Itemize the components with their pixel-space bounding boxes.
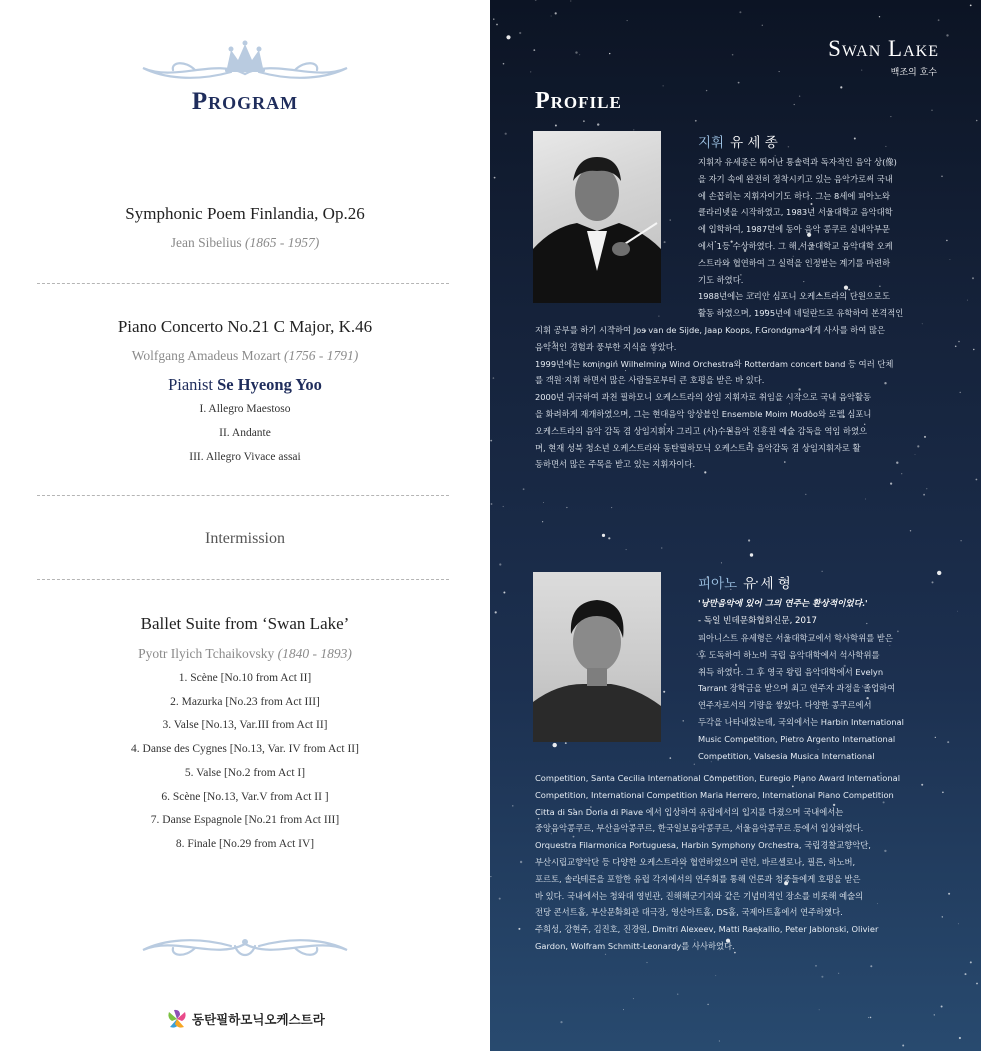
- star: [623, 1009, 624, 1010]
- star: [972, 277, 974, 279]
- star: [938, 19, 940, 21]
- star: [570, 1, 571, 2]
- star: [677, 994, 678, 995]
- star: [739, 11, 741, 13]
- star: [661, 548, 662, 549]
- star: [934, 1014, 935, 1015]
- star: [542, 521, 543, 522]
- star: [646, 962, 647, 963]
- pianist-quote: '낭만음악에 있어 그의 연주는 환상적이었다.': [698, 599, 868, 609]
- piece-title: Symphonic Poem Finlandia, Op.26: [125, 204, 365, 223]
- star: [520, 861, 522, 863]
- intermission-label: Intermission: [205, 530, 285, 547]
- star: [942, 916, 943, 917]
- movement-item: II. Andante: [219, 427, 271, 439]
- star: [719, 1041, 720, 1042]
- star: [533, 49, 535, 51]
- star: [663, 691, 665, 693]
- star: [658, 316, 659, 317]
- star: [490, 440, 492, 442]
- logo-text: 동탄필하모닉오케스트라: [192, 1013, 325, 1027]
- swirl-ornament-icon: [135, 928, 355, 978]
- pianist-line: Pianist Se Hyeong Yoo: [168, 375, 322, 394]
- star: [870, 1017, 872, 1019]
- star: [512, 805, 513, 806]
- profile-panel: [490, 0, 981, 1051]
- star: [583, 120, 585, 122]
- conductor-name: 지휘 유 세 종: [698, 135, 778, 151]
- star: [609, 53, 610, 54]
- star: [965, 973, 967, 975]
- star: [506, 35, 510, 39]
- star: [840, 86, 842, 88]
- star: [503, 506, 504, 507]
- star: [870, 965, 872, 967]
- star: [976, 479, 978, 481]
- star: [865, 499, 866, 500]
- star: [970, 961, 972, 963]
- star: [490, 876, 491, 877]
- program-panel: [0, 0, 490, 1051]
- pianist-bio-continued: Competition, Santa Cecilia International Competition, Euregio Piano Award International Competition, International Competition Maria Herrero, International Piano Competition Citta di San Doria di Piave 에서 입상하여 유럽에서의 입지를 다졌으며 국내에서는 중앙음악콩쿠르, 부산음악콩쿠르, 한국일보음악콩쿠르, 서울음악콩쿠르 등에서 입상하였다. Orquestra Filarmonica Portuguesa, Harbin Symphony Orchestra, 국립경찰교향악단, 부산시립교향악단 등 다양한 오케스트라와 협연하였으며 런던, 바르셀로나, 필른, 하노버, 포르토, 솔라테른을 포함한 유럽 각지에서의 연주회를 통해 언론과 청중들에게 호평을 받은 바 있다. 국내에서는 청와대 영빈관, 진해해군기지와 같은 기념비적인 장소를 비롯해 예술의 전당 콘서트홀, 부산문화회관 대극장, 영산아트홀, DS홀, 국제아트홀에서 연주하였다. 주희성, 강현주, 김진호, 진경원, Dmitri Alexeev, Matti Raekallio, Peter Jablonski, Olivier Gardon, Wolfram Schmitt-Leonardy를 사사하였다.: [535, 773, 901, 951]
- star: [957, 611, 958, 612]
- pianist-bio: 피아니스트 유세형은 서울대학교에서 학사학위를 받은 후 도독하여 하노버 국립 음악대학에서 석사학위를 취득 하였다. 그 후 영국 왕립 음악대학에서 Evelyn Tarrant 장학금을 받으며 최고 연주자 과정을 졸업하여 연주자로서의 기량을 쌓았다. 다양한 콩쿠르에서 두각을 나타내었는데, 국외에서는 Harbin International Music Competition, Pietro Argento International Competition, Valsesia Musica International: [698, 633, 904, 761]
- star: [560, 1021, 562, 1023]
- star: [838, 973, 839, 974]
- star: [519, 32, 521, 34]
- star: [683, 720, 684, 721]
- star: [815, 965, 816, 966]
- star: [597, 123, 599, 125]
- star: [931, 110, 932, 111]
- star: [491, 503, 493, 505]
- star: [967, 300, 968, 301]
- star: [626, 549, 627, 550]
- star: [551, 16, 552, 17]
- star: [910, 530, 911, 531]
- star: [941, 1006, 943, 1008]
- star: [530, 71, 531, 72]
- movement-item: 3. Valse [No.13, Var.III from Act II]: [162, 719, 328, 731]
- star: [799, 96, 800, 97]
- divider: [37, 495, 449, 496]
- star: [788, 146, 789, 147]
- star: [932, 581, 934, 583]
- star: [854, 138, 856, 140]
- star: [946, 34, 948, 36]
- star: [750, 553, 753, 556]
- movement-item: 4. Danse des Cygnes [No.13, Var. IV from Act II]: [131, 743, 359, 755]
- star: [707, 1004, 708, 1005]
- star: [663, 85, 664, 86]
- orchestra-logo: [166, 1008, 325, 1030]
- star: [902, 1045, 904, 1047]
- star: [493, 19, 494, 20]
- star: [499, 898, 501, 900]
- star: [575, 51, 577, 53]
- star: [868, 1017, 869, 1018]
- star: [890, 116, 891, 117]
- movement-item: 1. Scène [No.10 from Act II]: [178, 672, 312, 684]
- star: [942, 792, 944, 794]
- star: [670, 219, 671, 220]
- star: [499, 563, 501, 565]
- star: [861, 70, 862, 71]
- star: [694, 764, 695, 765]
- star: [523, 488, 525, 490]
- star: [976, 120, 978, 122]
- star: [946, 240, 947, 241]
- movement-item: III. Allegro Vivace assai: [189, 451, 301, 463]
- divider: [37, 579, 449, 580]
- star: [970, 5, 972, 7]
- star: [960, 392, 961, 393]
- pianist-quote-source: - 독일 빈데문화협회신문, 2017: [698, 616, 817, 626]
- star: [553, 743, 557, 747]
- star: [518, 928, 520, 930]
- star: [494, 177, 496, 179]
- star: [627, 20, 628, 21]
- star: [960, 540, 961, 541]
- star: [706, 90, 707, 91]
- star: [715, 975, 716, 976]
- crown-ornament-icon: [135, 38, 355, 88]
- conductor-bio-continued: 지휘 공부를 하기 시작하여 Jos van de Sijde, Jaap Koops, F.Grondgma에게 사사를 하여 많은 음악적인 경험과 풍부한 지식을 쌓았다. 1999년에는 koningin Wilhelmina Wind Orchestra와 Rotterdam concert band 등 여러 단체 를 객원 지휘 하면서 많은 사람들로부터 큰 호평을 받은 바 있다. 2000년 귀국하여 과천 필하모니 오케스트라의 상임 지휘자로 취임을 시작으로 국내 음악활동 을 화려하게 재개하였으며, 그는 현대음악 앙상블인 Ensemble Moim Modoo와 로렐 심포니 오케스트라의 음악 감독 겸 상임지휘자 그리고 (사)수원음악 진흥원 예술 감독을 역임 하였으 며, 현재 성북 청소년 오케스트라와 동탄필하모닉 오케스트라 음악감독 겸 상임지휘자로 활 동하면서 많은 주목을 받고 있는 지휘자이다.: [535, 325, 894, 470]
- star: [505, 133, 507, 135]
- star: [890, 483, 892, 485]
- star: [948, 893, 950, 895]
- conductor-photo: [533, 131, 661, 303]
- star: [503, 592, 505, 594]
- star: [611, 507, 612, 508]
- star: [503, 63, 505, 65]
- star: [738, 82, 740, 84]
- star: [748, 539, 750, 541]
- star: [608, 537, 610, 539]
- piece-composer: Pyotr Ilyich Tchaikovsky (1840 - 1893): [138, 646, 352, 661]
- star: [822, 571, 823, 572]
- star: [901, 473, 902, 474]
- star: [976, 983, 978, 985]
- piece-composer: Jean Sibelius (1865 - 1957): [170, 235, 320, 250]
- movement-item: I. Allegro Maestoso: [199, 403, 291, 415]
- star: [926, 488, 927, 489]
- pianist-name: 피아노 유 세 형: [698, 576, 791, 592]
- star: [555, 12, 557, 14]
- star: [973, 349, 974, 350]
- swan-lake-subtitle: 백조의 호수: [890, 68, 937, 78]
- star: [762, 25, 763, 26]
- star: [947, 741, 949, 743]
- conductor-bio: 지휘자 유세종은 뛰어난 통솔력과 독자적인 음악 상(像) 을 자기 속에 완전히 정착시키고 있는 음악가로써 국내 에 손꼽히는 지휘자이기도 하다. 그는 8세에 피아노와 클라리넷을 시작하였고, 1983년 서울대학교 음악대학 에 입학하여, 1987년에 동아 음악 콩쿠르 실내악부문 에서 1등 수상하였다. 그 해 서울대학교 음악대학 오케 스트라와 협연하여 그 실력을 인정받는 계기를 마련하 기도 하였다. 1988년에는 코리안 심포니 오케스트라의 단원으로도 활동 하였으며, 1995년에 네덜란드로 유학하여 본격적인: [698, 157, 904, 319]
- star: [535, 0, 537, 1]
- star: [885, 146, 886, 147]
- star: [805, 494, 806, 495]
- star: [565, 742, 567, 744]
- star: [959, 1037, 961, 1039]
- logo-icon: [166, 1008, 188, 1030]
- star: [721, 562, 722, 563]
- star: [579, 54, 580, 55]
- star: [958, 923, 959, 924]
- movement-item: 5. Valse [No.2 from Act I]: [184, 767, 306, 779]
- movement-item: 2. Mazurka [No.23 from Act III]: [170, 696, 320, 708]
- profile-title: Profile: [535, 88, 622, 114]
- star: [664, 241, 666, 243]
- star: [821, 976, 823, 978]
- star: [958, 341, 960, 343]
- program-title: Program: [191, 88, 299, 115]
- movement-item: 8. Finale [No.29 from Act IV]: [175, 838, 315, 850]
- star: [949, 259, 950, 260]
- star: [937, 571, 941, 575]
- star: [732, 54, 734, 56]
- pianist-photo: [533, 572, 661, 742]
- star: [633, 998, 634, 999]
- star: [670, 757, 672, 759]
- star: [555, 125, 557, 127]
- star: [955, 346, 957, 348]
- star: [923, 494, 925, 496]
- star: [794, 104, 795, 105]
- divider: [37, 283, 449, 284]
- star: [602, 534, 605, 537]
- star: [819, 1009, 820, 1010]
- star: [941, 176, 943, 178]
- star: [493, 377, 495, 379]
- movement-item: 7. Danse Espagnole [No.21 from Act III]: [150, 814, 340, 826]
- star: [879, 16, 880, 17]
- piece-title: Piano Concerto No.21 C Major, K.46: [117, 317, 373, 336]
- star: [779, 71, 780, 72]
- star: [543, 502, 544, 503]
- star: [495, 611, 497, 613]
- star: [566, 507, 567, 508]
- piece-title: Ballet Suite from ‘Swan Lake’: [140, 614, 350, 633]
- star: [496, 24, 498, 26]
- piece-composer: Wolfgang Amadeus Mozart (1756 - 1791): [131, 348, 359, 363]
- star: [695, 120, 697, 122]
- movement-item: 6. Scène [No.13, Var.V from Act II ]: [161, 791, 329, 803]
- swan-lake-title: Swan Lake: [828, 36, 939, 61]
